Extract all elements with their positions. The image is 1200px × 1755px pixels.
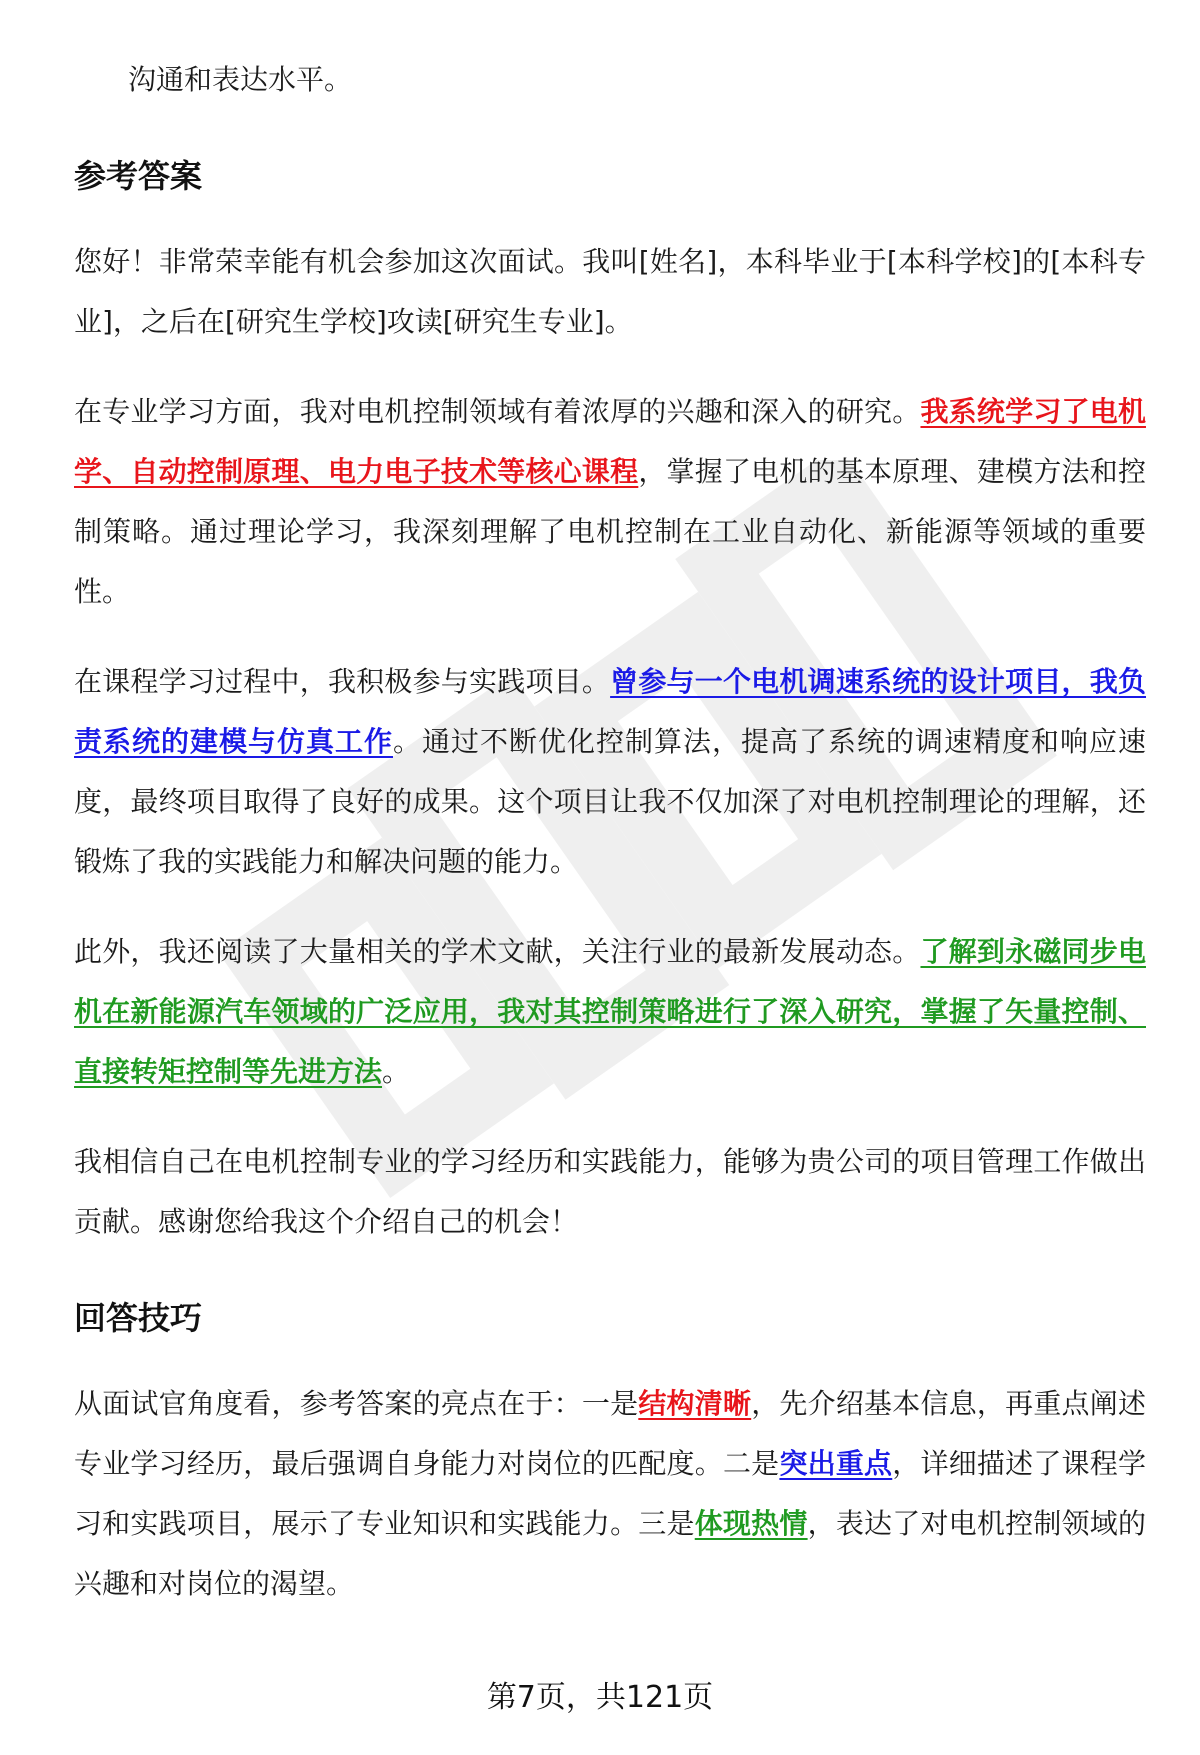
section-heading-answer: 参考答案 <box>74 157 203 195</box>
tips-text-4: ，表达了对电机控制领域的兴趣和对岗位的渴望。 <box>74 1507 1146 1600</box>
tips-text-2: ，先介绍基本信息，再重点阐述专业学习经历，最后强调自身能力对岗位的匹配度。二是 <box>74 1387 1146 1480</box>
answer-paragraph-2 <box>74 382 1146 622</box>
tips-text-3: ，详细描述了课程学习和实践项目，展示了专业知识和实践能力。三是 <box>74 1447 1146 1540</box>
answer-paragraph-5: 我相信自己在电机控制专业的学习经历和实践能力，能够为贵公司的项目管理工作做出贡献。感谢您给我这个介绍自己的机会！ <box>74 1145 1146 1238</box>
answer-paragraph-1: 您好！非常荣幸能有机会参加这次面试。我叫[姓名]，本科毕业于[本科学校]的[本科专业]，之后在[研究生学校]攻读[研究生专业]。 <box>74 245 1146 338</box>
answer-p4-text: 此外，我还阅读了大量相关的学术文献，关注行业的最新发展动态。 <box>74 935 921 968</box>
tips-highlight-passion: 体现热情 <box>694 1507 808 1540</box>
answer-paragraph-3 <box>74 652 1146 892</box>
page-number-footer: 第7页，共121页 <box>486 1680 714 1715</box>
document-body <box>74 50 1146 1644</box>
answer-p3-text: 在课程学习过程中，我积极参与实践项目。 <box>74 665 611 698</box>
continuation-line: 沟通和表达水平。 <box>128 63 353 96</box>
tips-highlight-focus: 突出重点 <box>779 1447 893 1480</box>
answer-p4-text-end: 。 <box>382 1055 411 1088</box>
tips-text-1: 从面试官角度看，参考答案的亮点在于：一是 <box>74 1387 639 1420</box>
answer-p2-text-end: ，掌握了电机的基本原理、建模方法和控制策略。通过理论学习，我深刻理解了电机控制在工业自动化、新能源等领域的重要性。 <box>74 455 1146 608</box>
answer-p4-highlight: 了解到永磁同步电机在新能源汽车领域的广泛应用，我对其控制策略进行了深入研究，掌握了矢量控制、直接转矩控制等先进方法 <box>74 935 1146 1088</box>
answer-p3-text-end: 。通过不断优化控制算法，提高了系统的调速精度和响应速度，最终项目取得了良好的成果。这个项目让我不仅加深了对电机控制理论的理解，还锻炼了我的实践能力和解决问题的能力。 <box>74 725 1146 878</box>
answer-p2-highlight: 我系统学习了电机学、自动控制原理、电力电子技术等核心课程 <box>74 395 1146 488</box>
answer-p2-text: 在专业学习方面，我对电机控制领域有着浓厚的兴趣和深入的研究。 <box>74 395 921 428</box>
tips-highlight-structure: 结构清晰 <box>638 1387 752 1420</box>
section-heading-tips: 回答技巧 <box>74 1299 203 1337</box>
answer-paragraph-4 <box>74 922 1146 1102</box>
answer-p3-highlight: 曾参与一个电机调速系统的设计项目，我负责系统的建模与仿真工作 <box>74 665 1146 758</box>
tips-paragraph <box>74 1374 1146 1614</box>
